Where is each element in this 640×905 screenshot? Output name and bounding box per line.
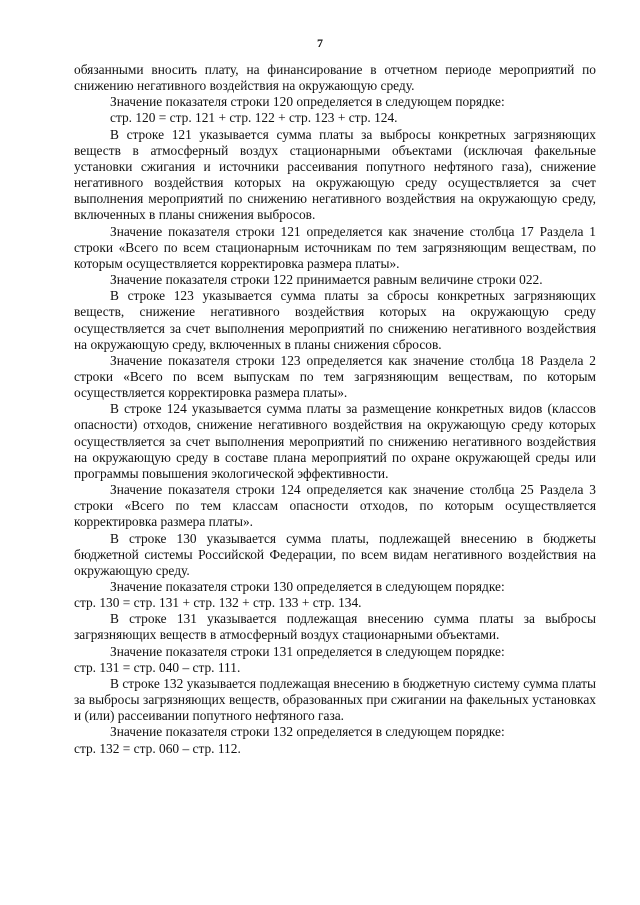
formula-row-132: стр. 132 = стр. 060 – стр. 112. [74,740,241,756]
paragraph-row-121-value: Значение показателя строки 121 определяется как значение столбца 17 Раздела 1 строки «Всего по всем стационарным источникам по тем загрязняющим веществам, по которым осуществляется корректировка размера платы». [74,223,596,271]
paragraph-row-132-rule: Значение показателя строки 132 определяется в следующем порядке: [110,724,505,740]
paragraph-row-121: В строке 121 указывается сумма платы за выбросы конкретных загрязняющих веществ в атмосферный воздух стационарными объектами (исключая факельные установки сжигания и источники рассеивания попутного нефтяного газа), снижение негативного воздействия которых на окружающую среду осуществляется за счет выполнения мероприятий по снижению негативного воздействия на окружающую среду, включенных в планы снижения выбросов. [74,126,596,223]
paragraph-row-130-rule: Значение показателя строки 130 определяется в следующем порядке: [110,579,505,594]
paragraph-row-131-rule: Значение показателя строки 131 определяется в следующем порядке: [110,643,505,659]
paragraph-row-123: В строке 123 указывается сумма платы за сбросы конкретных загрязняющих веществ, снижение негативного воздействия которых на окружающую среду осуществляется за счет выполнения мероприятий по снижению негативного воздействия на окружающую среду, включенных в планы снижения сбросов. [74,288,596,352]
page-number: 7 [317,36,323,50]
paragraph-row-130: В строке 130 указывается сумма платы, подлежащей внесению в бюджеты бюджетной системы Российской Федерации, по всем видам негативного воздействия на окружающую среду. [74,530,596,578]
paragraph-row-124-value: Значение показателя строки 124 определяется как значение столбца 25 Раздела 3 строки «Всего по тем классам опасности отходов, по которым осуществляется корректировка размера платы». [74,482,596,530]
paragraph-row-124: В строке 124 указывается сумма платы за размещение конкретных видов (классов опасности) отходов, снижение негативного воздействия на окружающую среду которых осуществляется за счет выполнения мероприятий по снижению негативного воздействия на окружающую среду в составе плана мероприятий по охране окружающей среды или программы повышения экологической эффективности. [74,401,596,481]
formula-row-130: стр. 130 = стр. 131 + стр. 132 + стр. 133 + стр. 134. [74,595,362,611]
body-text [74,62,596,757]
formula-row-131: стр. 131 = стр. 040 – стр. 111. [74,659,241,675]
paragraph-row-122-value: Значение показателя строки 122 принимается равным величине строки 022. [110,272,543,288]
formula-row-120: стр. 120 = стр. 121 + стр. 122 + стр. 123 + стр. 124. [110,110,398,126]
paragraph-continuation: обязанными вносить плату, на финансирование в отчетном периоде мероприятий по снижению негативного воздействия на окружающую среду. [74,62,596,94]
paragraph-row-132: В строке 132 указывается подлежащая внесению в бюджетную систему сумма платы за выбросы загрязняющих веществ, образованных при сжигании на факельных установках и (или) рассеивании попутного нефтяного газа. [74,675,596,724]
paragraph-row-120-rule: Значение показателя строки 120 определяется в следующем порядке: [110,94,505,110]
paragraph-row-131: В строке 131 указывается подлежащая внесению сумма платы за выбросы загрязняющих веществ в атмосферный воздух стационарными объектами. [74,611,596,643]
paragraph-row-123-value: Значение показателя строки 123 определяется как значение столбца 18 Раздела 2 строки «Всего по всем выпускам по тем загрязняющим веществам, по которым осуществляется корректировка размера платы». [74,352,596,401]
